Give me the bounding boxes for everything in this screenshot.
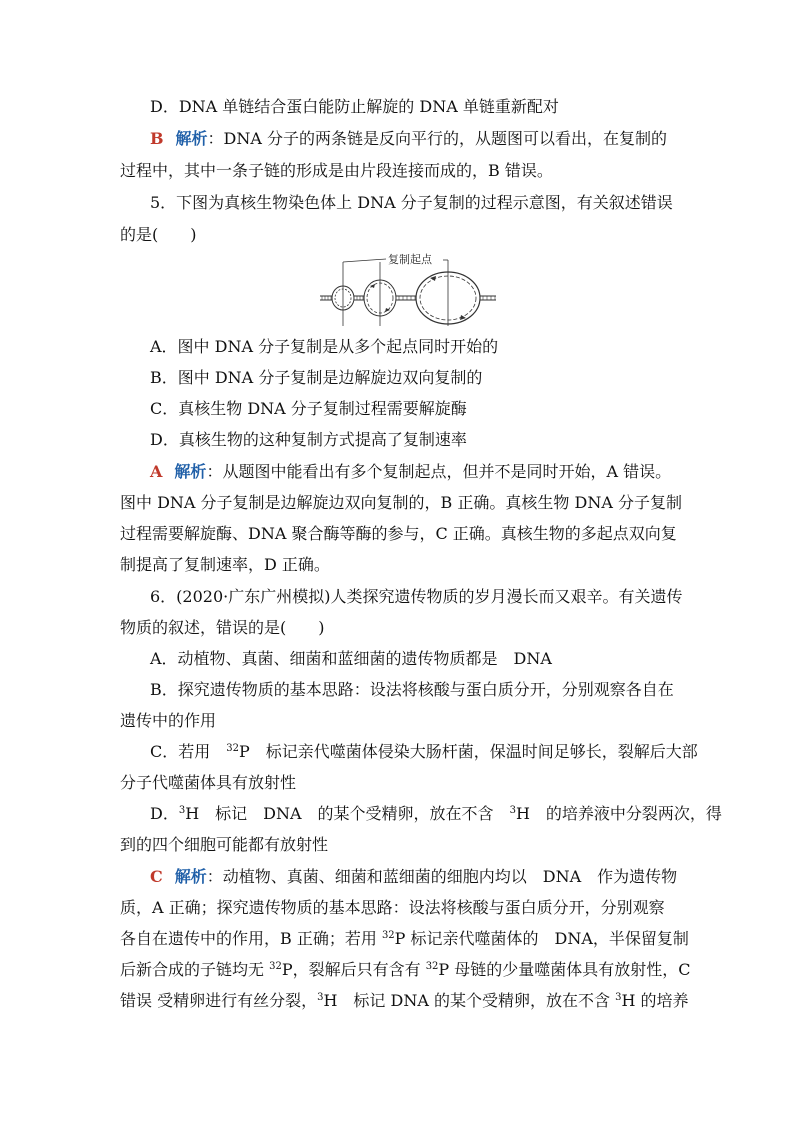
q5-option-d: D．真核生物的这种复制方式提高了复制速率 <box>150 430 467 449</box>
q6-explanation-text: ：动植物、真菌、细菌和蓝细菌的细胞内均以 DNA 作为遗传物 <box>206 867 678 886</box>
q6-option-c-sup: 32 <box>226 743 239 754</box>
q6-explanation-line-1 <box>150 866 677 888</box>
q6-exp5-sup: 3 <box>317 992 324 1003</box>
q5-explanation-line-2: 图中 DNA 分子复制是边解旋边双向复制的，B 正确。真核生物 DNA 分子复制 <box>120 493 682 512</box>
dna-replication-diagram <box>318 252 498 332</box>
q4-explanation-text: ：DNA 分子的两条链是反向平行的，从题图可以看出，在复制的 <box>207 129 668 148</box>
q6-exp4-text-c: P 母链的少量噬菌体具有放射性，C <box>438 960 691 979</box>
q6-stem-line-2: 物质的叙述，错误的是( ) <box>120 618 325 637</box>
q6-option-c-line-1 <box>150 741 698 763</box>
q4-explanation-line-1 <box>150 128 667 150</box>
q6-explanation-line-4 <box>120 959 691 981</box>
q6-exp4-text-b: P，裂解后只有含有 <box>281 960 426 979</box>
q6-exp5-text-b: H 标记 DNA 的某个受精卵，放在不含 <box>323 991 616 1010</box>
q6-option-c-text-b: P 标记亲代噬菌体侵染大肠杆菌，保温时间足够长，裂解后大部 <box>238 742 698 761</box>
q6-exp4-sup-2: 32 <box>425 961 439 972</box>
q6-explanation-line-5 <box>120 990 689 1012</box>
q6-stem-line-1: 6．(2020·广东广州模拟)人类探究遗传物质的岁月漫长而又艰辛。有关遗传 <box>150 587 683 606</box>
q5-option-c: C．真核生物 DNA 分子复制过程需要解旋酶 <box>150 399 467 418</box>
q5-explanation-line-4: 制提高了复制速率，D 正确。 <box>120 555 330 574</box>
q6-option-c-line-2: 分子代噬菌体具有放射性 <box>120 773 297 792</box>
q6-explanation-line-3 <box>120 928 689 950</box>
q6-option-d-sup: 3 <box>178 805 186 816</box>
q6-exp4-text-a: 后新合成的子链均无 <box>120 960 270 979</box>
q6-option-d-text-b: H 标记 DNA 的某个受精卵，放在不含 <box>185 804 510 823</box>
q5-option-a: A．图中 DNA 分子复制是从多个起点同时开始的 <box>150 337 499 356</box>
q5-explanation-text: ：从题图中能看出有多个复制起点，但并不是同时开始，A 错误。 <box>206 462 672 481</box>
q6-exp5-sup-2: 3 <box>615 992 622 1003</box>
q6-option-d-text-a: D． <box>150 804 179 823</box>
q5-explanation-line-3: 过程需要解旋酶、DNA 聚合酶等酶的参与，C 正确。真核生物的多起点双向复 <box>120 524 677 543</box>
q6-answer: C <box>150 867 163 886</box>
q6-exp3-text-a: 各自在遗传中的作用，B 正确；若用 <box>120 929 382 948</box>
q6-option-a: A．动植物、真菌、细菌和蓝细菌的遗传物质都是 DNA <box>150 649 552 668</box>
q4-explanation-line-2: 过程中，其中一条子链的形成是由片段连接而成的，B 错误。 <box>120 161 553 180</box>
q6-option-b-line-2: 遗传中的作用 <box>120 711 217 730</box>
figure-label: 复制起点 <box>388 253 432 266</box>
q6-explanation-line-2: 质，A 正确；探究遗传物质的基本思路：设法将核酸与蛋白质分开，分别观察 <box>120 898 665 917</box>
q6-exp5-text-c: H 的培养 <box>621 991 689 1010</box>
q4-analysis-label: 解析 <box>175 129 208 148</box>
q5-analysis-label: 解析 <box>174 462 207 481</box>
q5-stem-line-2: 的是( ) <box>120 225 197 244</box>
q6-exp4-sup: 32 <box>269 961 282 972</box>
q5-explanation-line-1 <box>150 461 671 483</box>
q6-exp5-text-a: 错误 受精卵进行有丝分裂， <box>120 991 318 1010</box>
q4-answer: B <box>150 129 164 148</box>
q6-option-c-text-a: C．若用 <box>150 742 227 761</box>
q4-option-d: D．DNA 单链结合蛋白能防止解旋的 DNA 单链重新配对 <box>150 97 559 116</box>
q6-option-d-sup-2: 3 <box>509 805 516 816</box>
q6-exp3-sup: 32 <box>381 930 395 941</box>
q6-option-d-line-2: 到的四个细胞可能都有放射性 <box>120 835 329 854</box>
q6-option-d-text-c: H 的培养液中分裂两次，得 <box>515 804 722 823</box>
q5-stem-line-1: 5．下图为真核生物染色体上 DNA 分子复制的过程示意图，有关叙述错误 <box>150 193 673 212</box>
q6-analysis-label: 解析 <box>174 867 207 886</box>
q6-exp3-text-b: P 标记亲代噬菌体的 DNA，半保留复制 <box>394 929 689 948</box>
q5-option-b: B．图中 DNA 分子复制是边解旋边双向复制的 <box>150 368 483 387</box>
dna-replication-figure <box>318 252 498 332</box>
q6-option-d-line-1 <box>150 803 722 825</box>
q5-answer: A <box>150 462 163 481</box>
q6-option-b-line-1: B．探究遗传物质的基本思路：设法将核酸与蛋白质分开，分别观察各自在 <box>150 680 674 699</box>
